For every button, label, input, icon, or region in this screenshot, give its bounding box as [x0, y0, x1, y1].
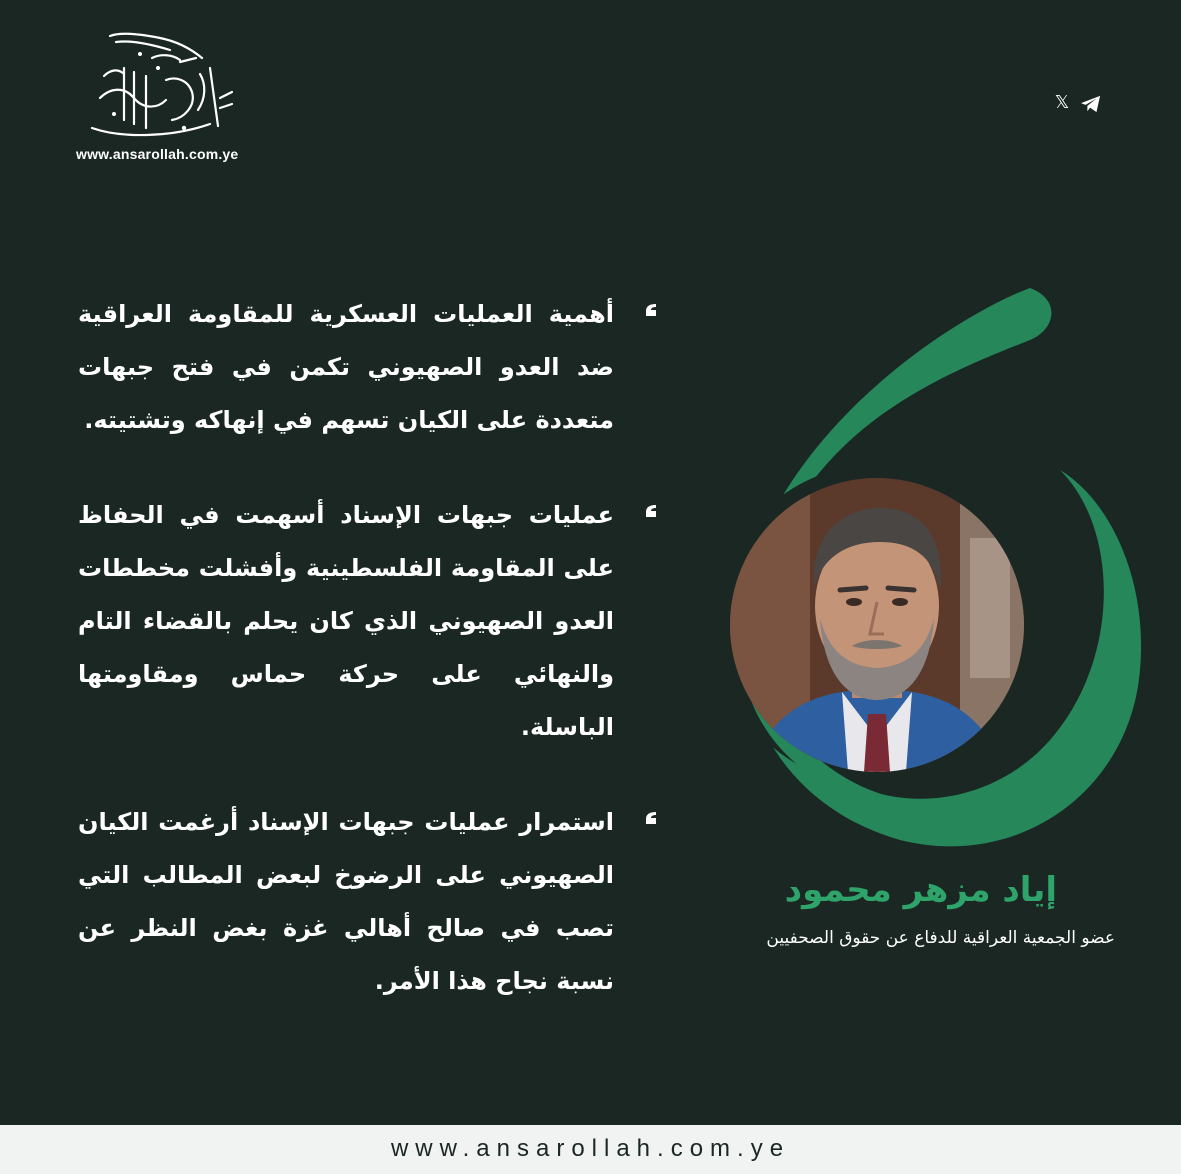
quote-point — [78, 288, 664, 447]
calligraphy-logo-icon — [80, 28, 240, 144]
person-photo — [730, 478, 1024, 772]
quote-point — [78, 796, 664, 1008]
x-logo-icon[interactable]: 𝕏 — [1054, 92, 1070, 113]
social-links — [1052, 92, 1106, 116]
footer-website-link[interactable]: www.ansarollah.com.ye — [390, 1135, 791, 1162]
quote-point — [78, 489, 664, 754]
footer-bar — [0, 1125, 1181, 1174]
logo-website-text: www.ansarollah.com.ye — [76, 146, 239, 162]
quote-points — [78, 288, 664, 1050]
quote-bullet-icon — [644, 810, 660, 826]
person-name: إياد مزهر محمود — [784, 870, 1057, 910]
telegram-icon[interactable] — [1080, 94, 1102, 114]
quote-point-text: عمليات جبهات الإسناد أسهمت في الحفاظ على المقاومة الفلسطينية وأفشلت مخططات العدو الصهيوني الذي كان يحلم بالقضاء التام والنهائي على حركة حماس ومقاومتها الباسلة. — [78, 501, 614, 741]
person-role: عضو الجمعية العراقية للدفاع عن حقوق الصحفيين — [766, 928, 1115, 948]
brand-logo[interactable] — [72, 28, 242, 168]
quote-bullet-icon — [644, 302, 660, 318]
quote-point-text: استمرار عمليات جبهات الإسناد أرغمت الكيان الصهيوني على الرضوخ لبعض المطالب التي تصب في صالح أهالي غزة بغض النظر عن نسبة نجاح هذا الأمر. — [78, 808, 614, 995]
quote-point-text: أهمية العمليات العسكرية للمقاومة العراقية ضد العدو الصهيوني تكمن في فتح جبهات متعددة على الكيان تسهم في إنهاكه وتشتيته. — [78, 300, 614, 434]
quote-bullet-icon — [644, 503, 660, 519]
